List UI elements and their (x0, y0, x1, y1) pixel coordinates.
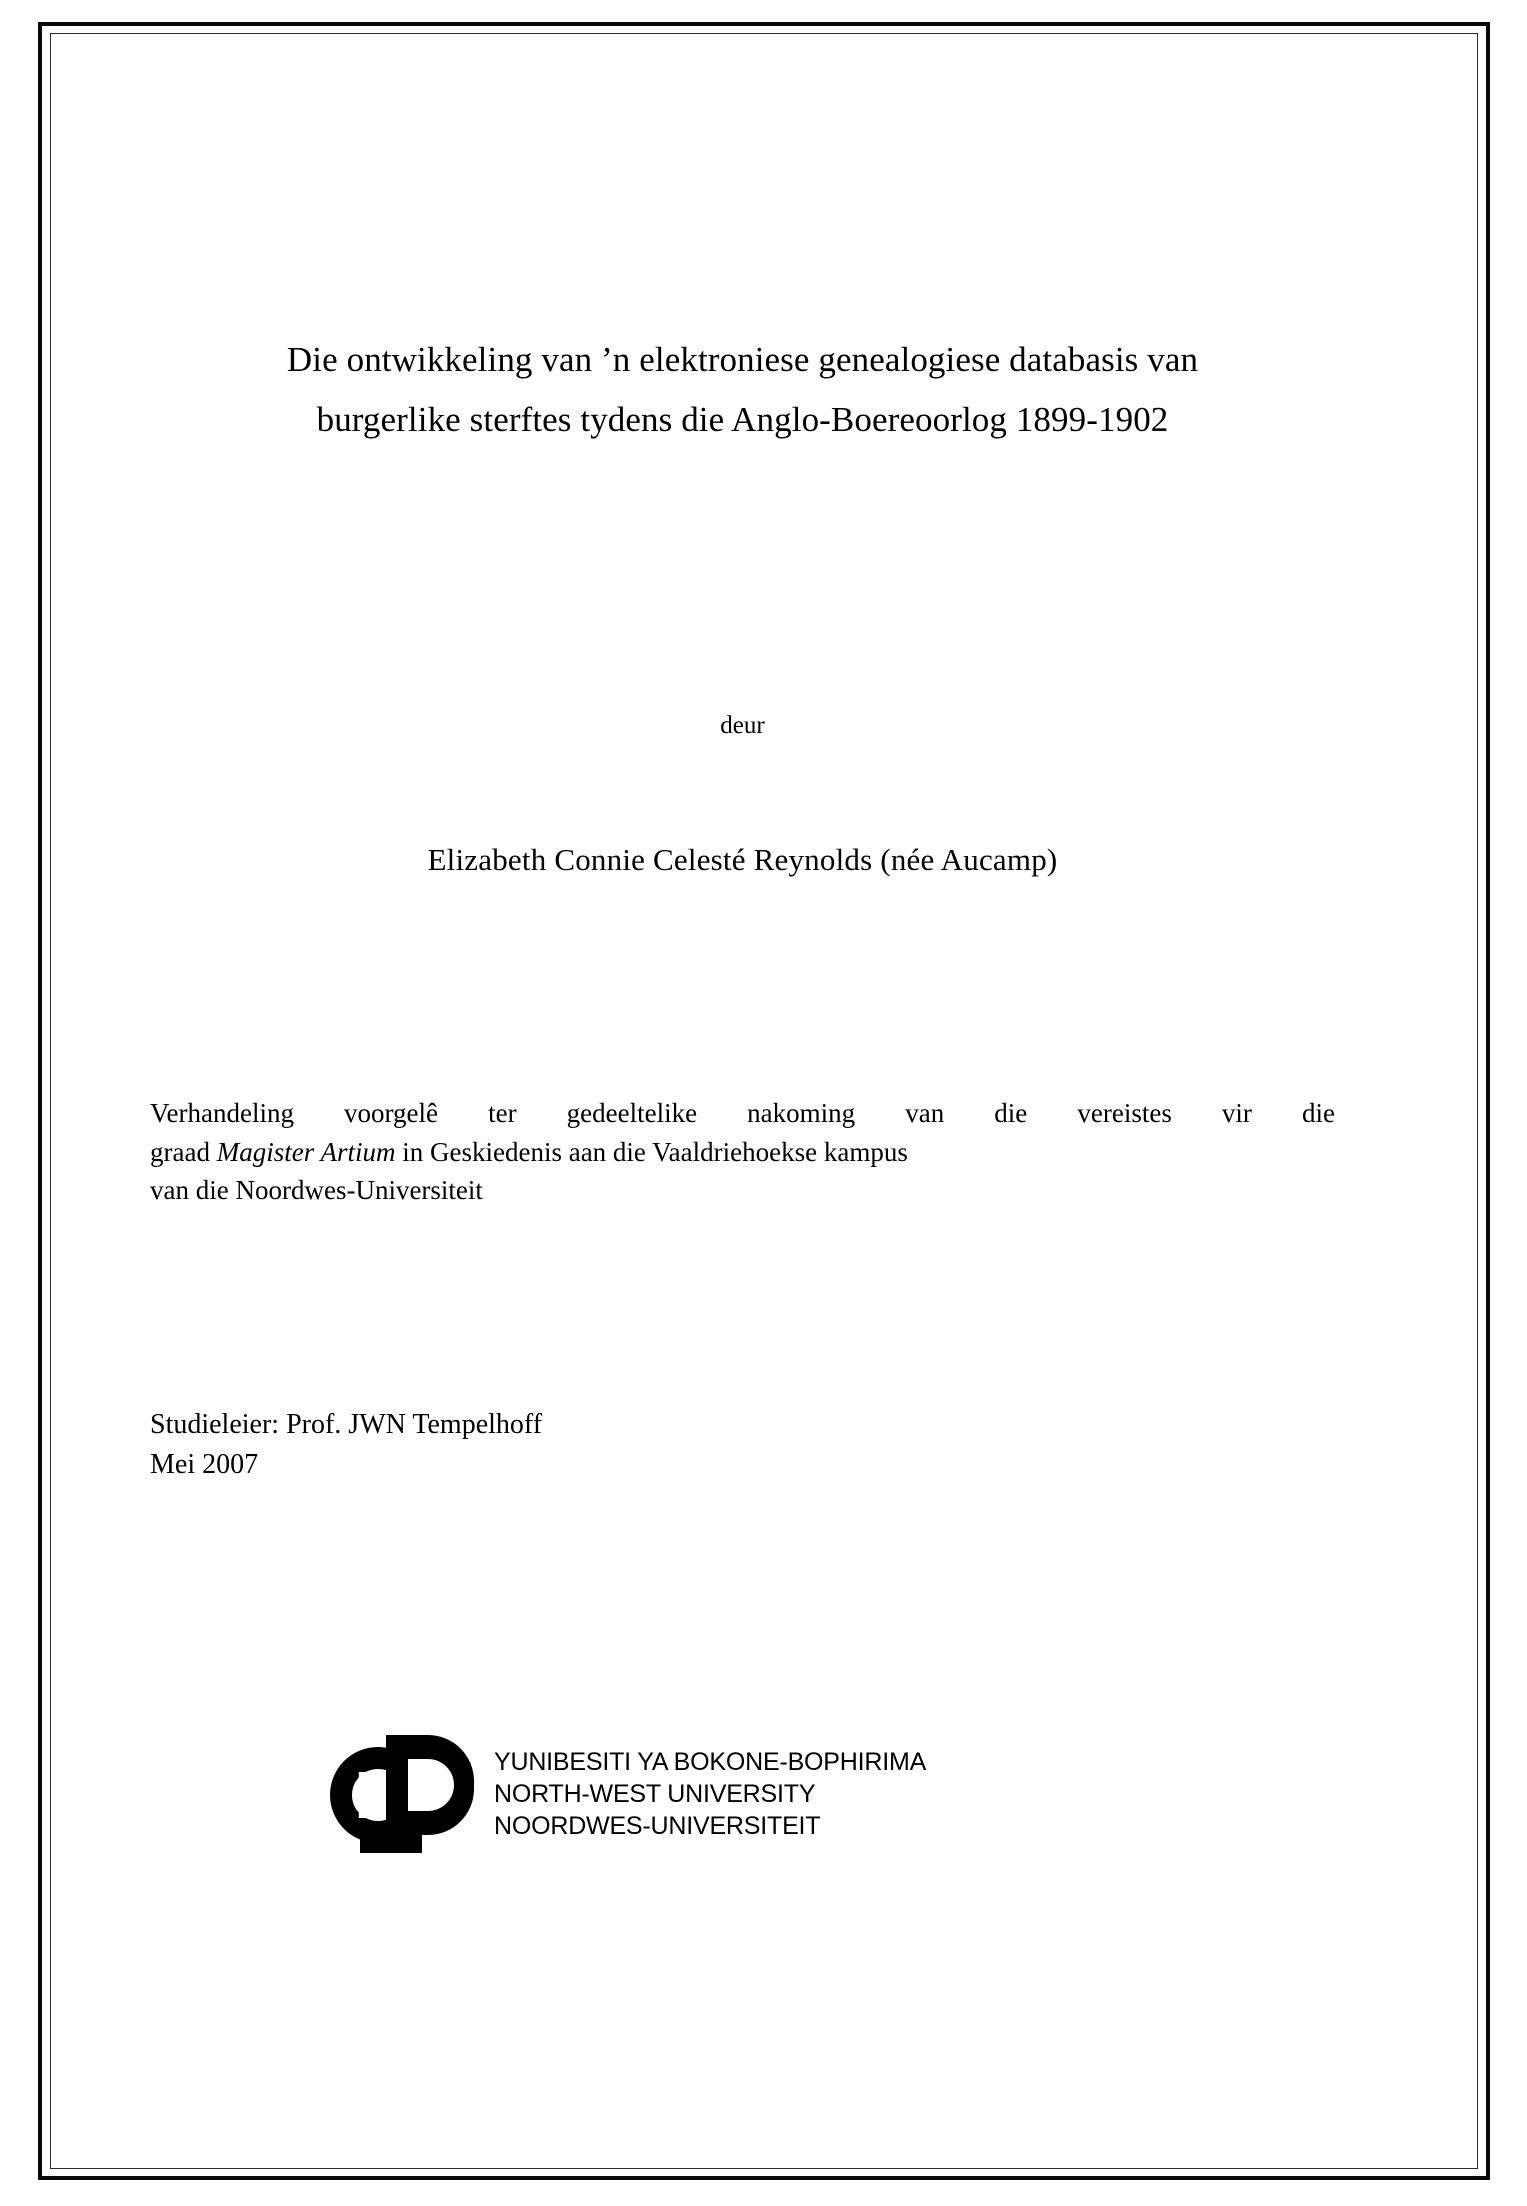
university-name-tswana: YUNIBESITI YA BOKONE-BOPHIRIMA (494, 1748, 927, 1776)
degree-statement-line-1: Verhandeling voorgelê ter gedeeltelike nakoming van die vereistes vir die (150, 1098, 1335, 1129)
title-page-content (150, 330, 1335, 1485)
degree-statement (150, 1094, 1335, 1209)
university-logo-text (494, 1746, 926, 1842)
title-line-2: burgerlike sterftes tydens die Anglo-Boereoorlog 1899-1902 (316, 400, 1169, 440)
degree-statement-line-2-prefix: graad (150, 1136, 217, 1167)
by-label: deur (720, 712, 765, 740)
university-logo (330, 1735, 926, 1853)
author-name: Elizabeth Connie Celesté Reynolds (née Aucamp) (427, 842, 1058, 878)
supervisor-name: Studieleier: Prof. JWN Tempelhoff (150, 1409, 543, 1441)
supervisor-block (150, 1405, 1335, 1485)
university-name-afrikaans: NOORDWES-UNIVERSITEIT (494, 1812, 821, 1840)
degree-statement-line-2 (150, 1133, 1335, 1171)
page-title (150, 330, 1335, 450)
degree-statement-line-2-suffix: in Geskiedenis aan die Vaaldriehoekse kampus (395, 1136, 908, 1167)
submission-date: Mei 2007 (150, 1449, 259, 1481)
title-line-1: Die ontwikkeling van ’n elektroniese genealogiese databasis van (286, 340, 1199, 379)
degree-name-italic: Magister Artium (216, 1136, 396, 1167)
logo-d-shape (386, 1735, 474, 1835)
degree-statement-line-3: van die Noordwes-Universiteit (150, 1175, 483, 1206)
university-name-english: NORTH-WEST UNIVERSITY (494, 1780, 816, 1808)
nwu-cd-logo-icon (330, 1735, 482, 1853)
logo-d-foot-shape (360, 1827, 422, 1853)
